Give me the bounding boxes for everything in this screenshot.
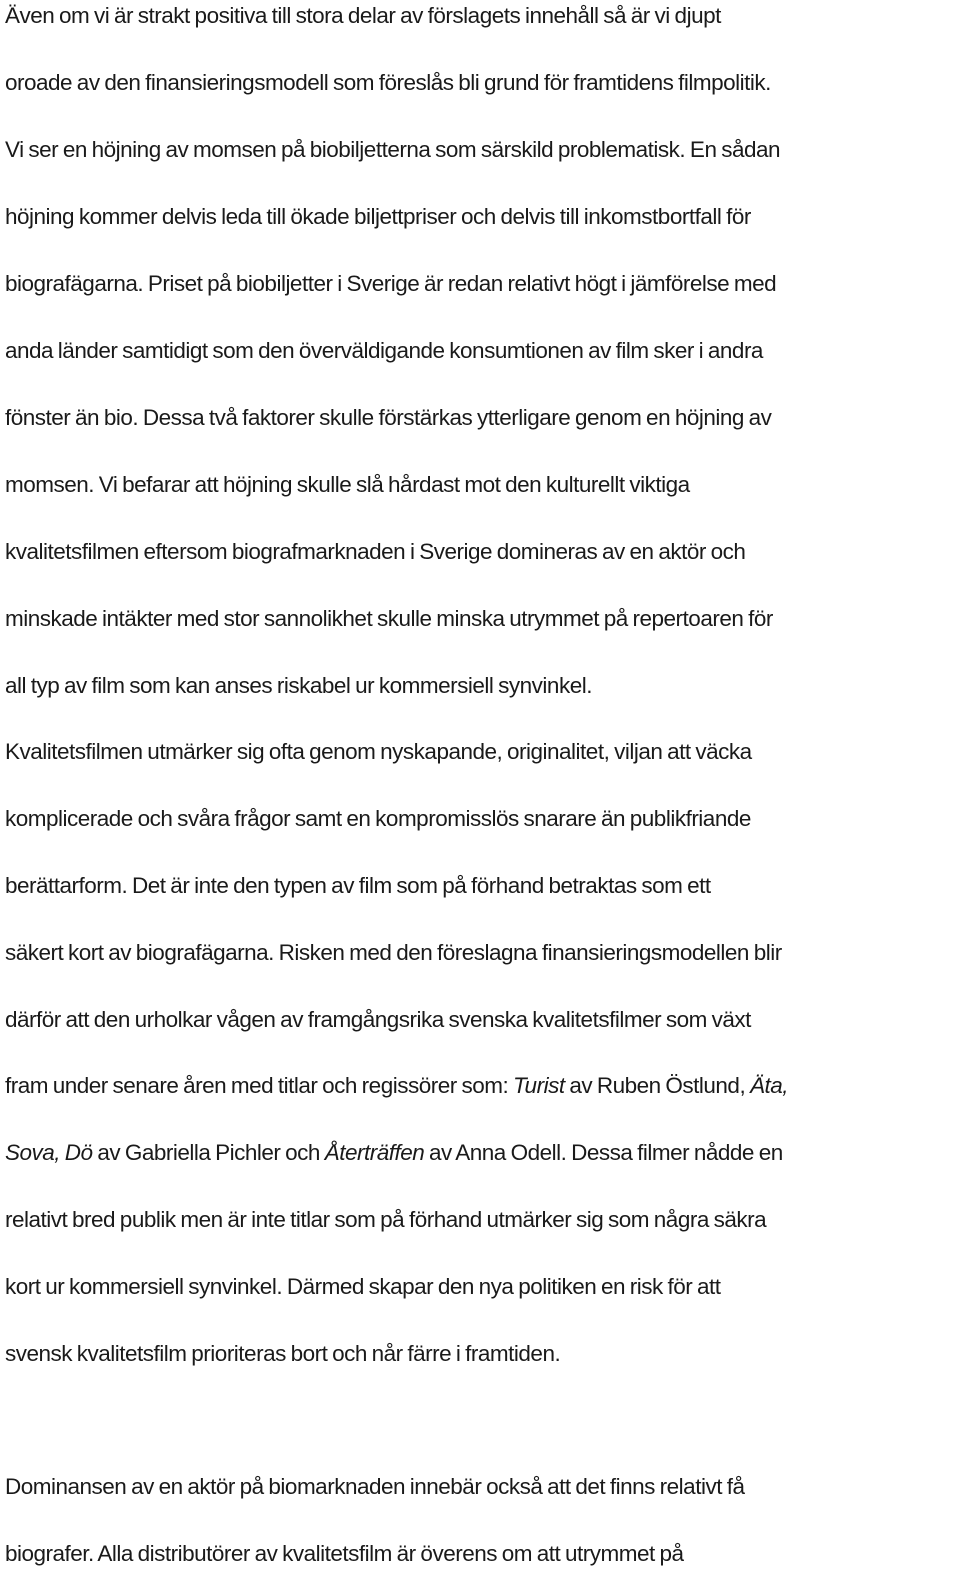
film-title-ata-sova-do: Äta, [749,1073,788,1098]
text-line: all typ av film som kan anses riskabel ur kommersiell synvinkel. [5,673,592,698]
text-run: fram under senare åren med titlar och regissörer som: [5,1073,513,1098]
text-line: Kvalitetsfilmen utmärker sig ofta genom nyskapande, originalitet, viljan att väcka [5,739,752,764]
text-line: minskade intäkter med stor sannolikhet skulle minska utrymmet på repertoaren för [5,606,773,631]
text-line: berättarform. Det är inte den typen av film som på förhand betraktas som ett [5,873,711,898]
text-line: relativt bred publik men är inte titlar som på förhand utmärker sig som några säkra [5,1207,767,1232]
text-line [5,1071,788,1101]
text-line: säkert kort av biografägarna. Risken med den föreslagna finansieringsmodellen blir [5,940,782,965]
text-line [5,1138,783,1168]
text-line: Vi ser en höjning av momsen på biobiljetterna som särskild problematisk. En sådan [5,137,781,162]
text-line: momsen. Vi befarar att höjning skulle slå hårdast mot den kulturellt viktiga [5,472,690,497]
text-line: svensk kvalitetsfilm prioriteras bort och når färre i framtiden. [5,1341,561,1366]
text-line: Dominansen av en aktör på biomarknaden innebär också att det finns relativt få [5,1474,745,1499]
text-run: av Ruben Östlund, [564,1073,750,1098]
text-line: höjning kommer delvis leda till ökade biljettpriser och delvis till inkomstbortfall för [5,204,751,229]
film-title-atertraffen: Återträffen [324,1140,425,1165]
text-line: fönster än bio. Dessa två faktorer skulle förstärkas ytterligare genom en höjning av [5,405,772,430]
text-line: anda länder samtidigt som den överväldigande konsumtionen av film sker i andra [5,338,763,363]
text-line: komplicerade och svåra frågor samt en kompromisslös snarare än publikfriande [5,806,751,831]
text-line: kort ur kommersiell synvinkel. Därmed skapar den nya politiken en risk för att [5,1274,721,1299]
film-title-ata-sova-do-cont: Sova, Dö [5,1140,93,1165]
text-line: Även om vi är strakt positiva till stora delar av förslagets innehåll så är vi djupt [5,3,721,28]
text-line: biografägarna. Priset på biobiljetter i Sverige är redan relativt högt i jämförelse med [5,271,777,296]
text-line: kvalitetsfilmen eftersom biografmarknaden i Sverige domineras av en aktör och [5,539,746,564]
text-run: av Anna Odell. Dessa filmer nådde en [424,1140,783,1165]
text-line: biografer. Alla distributörer av kvalitetsfilm är överens om att utrymmet på [5,1541,684,1566]
text-run: av Gabriella Pichler och [92,1140,325,1165]
text-line: därför att den urholkar vågen av framgångsrika svenska kvalitetsfilmer som växt [5,1007,751,1032]
film-title-turist: Turist [512,1073,565,1098]
text-line: oroade av den finansieringsmodell som föreslås bli grund för framtidens filmpolitik. [5,70,771,95]
document-page [5,0,955,1591]
